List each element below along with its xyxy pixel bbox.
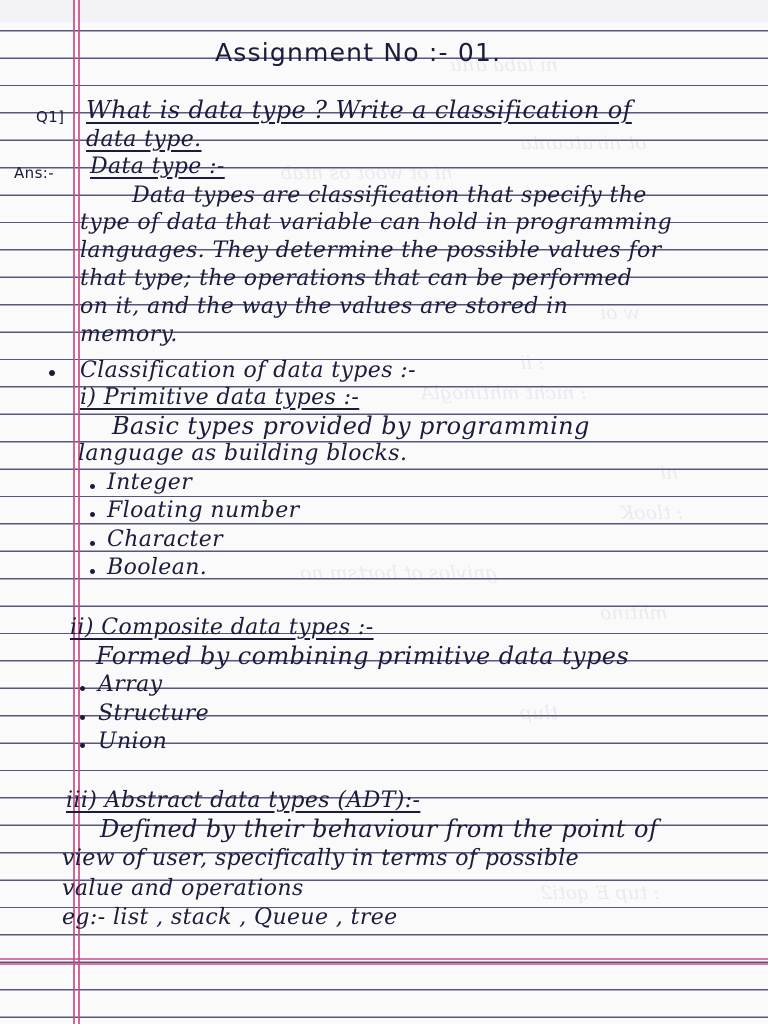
composite-heading: ii) Composite data types :- — [70, 615, 374, 640]
reverse-side-bleed-through: ni laba dnu ot nirutcunta ni ot woot os ntab w oi : ii : nicht mhtinoglA ni : tlooK gnivlos ot bortsm no mhtino tlup : tup E qoti2 — [280, 54, 684, 904]
question-number: Q1] — [36, 108, 65, 126]
page-title: Assignment No :- 01. — [215, 38, 502, 67]
answer-para-line-4: that type; the operations that can be performed — [80, 266, 633, 291]
bullet-marker — [90, 512, 95, 517]
composite-item-structure: Structure — [98, 701, 210, 726]
answer-para-line-3: languages. They determine the possible values for — [80, 238, 662, 263]
composite-item-union: Union — [98, 729, 168, 754]
question-line-1: What is data type ? Write a classification of — [86, 96, 632, 124]
bullet-marker — [90, 541, 95, 546]
primitive-desc-line-2: language as building blocks. — [78, 441, 408, 466]
abstract-example: eg:- list , stack , Queue , tree — [62, 905, 398, 930]
primitive-item-floating: Floating number — [107, 498, 300, 523]
abstract-desc-line-1: Defined by their behaviour from the point of — [100, 815, 659, 843]
primitive-heading: i) Primitive data types :- — [80, 385, 360, 410]
bottom-margin-rule — [0, 958, 768, 960]
answer-heading: Data type :- — [90, 154, 225, 179]
composite-desc: Formed by combining primitive data types — [96, 642, 630, 670]
answer-para-line-1: Data types are classification that specify the — [132, 183, 647, 208]
bottom-margin-rule-2 — [0, 963, 768, 965]
bullet-marker — [80, 686, 85, 691]
answer-para-line-6: memory. — [80, 322, 178, 347]
bullet-marker — [80, 743, 85, 748]
composite-item-array: Array — [98, 672, 163, 697]
answer-para-line-5: on it, and the way the values are stored in — [80, 294, 569, 319]
abstract-desc-line-2: view of user, specifically in terms of possible — [62, 846, 580, 871]
abstract-desc-line-3: value and operations — [62, 876, 304, 901]
bullet-marker — [90, 484, 95, 489]
bullet-marker — [49, 370, 55, 376]
bullet-marker — [80, 715, 85, 720]
primitive-item-character: Character — [107, 527, 224, 552]
bullet-marker — [90, 569, 95, 574]
abstract-heading: iii) Abstract data types (ADT):- — [66, 788, 421, 813]
primitive-desc-line-1: Basic types provided by programming — [112, 412, 590, 440]
answer-label: Ans:- — [14, 164, 55, 182]
primitive-item-boolean: Boolean. — [107, 555, 208, 580]
answer-para-line-2: type of data that variable can hold in programming — [80, 210, 673, 235]
primitive-item-integer: Integer — [107, 470, 193, 495]
question-line-2: data type. — [86, 127, 202, 152]
classification-heading: Classification of data types :- — [80, 358, 416, 383]
page-top-band — [0, 0, 768, 22]
